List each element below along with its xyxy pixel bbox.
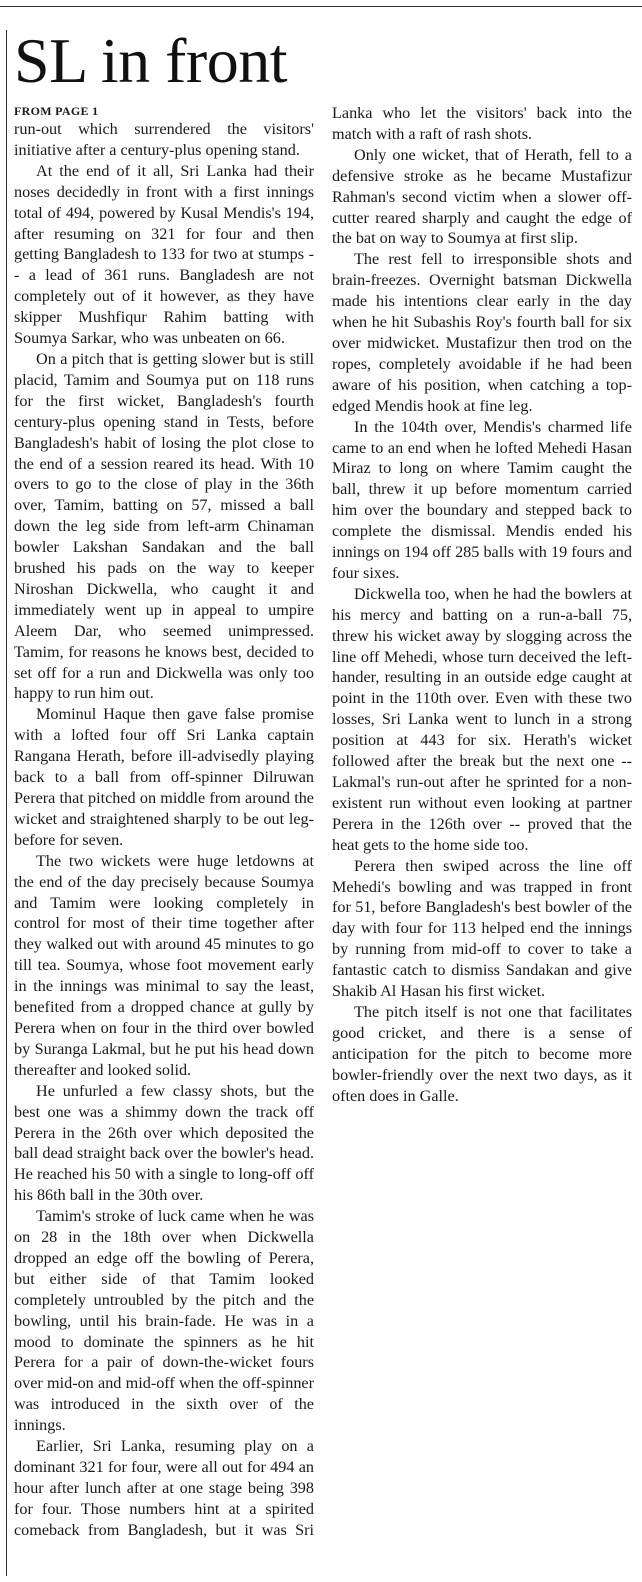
paragraph: He unfurled a few classy shots, but the best one was a shimmy down the track off Perera in the 26th over which deposited the ball dead straight back over the bowler's head. He reached his 50 with a single to long-off off his 86th ball in the 30th over.: [14, 1081, 314, 1205]
paragraph: Dickwella too, when he had the bowlers at his mercy and batting on a run-a-ball 75, threw his wicket away by slogging across the line off Mehedi, whose turn deceived the left-hander, resulting in an outside edge caught at point in the 110th over. Even with these two losses, Sri Lanka went to lunch in a strong position at 443 for six. Herath's wicket followed after the break but the next one -- Lakmal's run-out after he sprinted for a non-existent run without even looking at partner Perera in the 126th over -- proved that the heat gets to the home side too.: [332, 584, 632, 854]
continuation-kicker: FROM PAGE 1: [14, 104, 99, 118]
article-body: [14, 103, 632, 1581]
paragraph: In the 104th over, Mendis's charmed life came to an end when he lofted Mehedi Hasan Miraz to long on where Tamim caught the ball, threw it up before momentum carried him over the boundary and stepped back to complete the dismissal. Mendis ended his innings on 194 off 285 balls with 19 fours and four sixes.: [332, 417, 632, 582]
left-rule: [6, 30, 7, 1576]
paragraph: Earlier, Sri Lanka, resuming play on a dominant 321 for four, were all out for 494 an hour after lunch after at one stage being 398 for four. Those numbers hint at a spirited comeback from Bangladesh, but it was Sri Lanka who let the visitors' back into the match with a raft of rash shots.: [14, 104, 632, 1539]
paragraph: The two wickets were huge letdowns at the end of the day precisely because Soumya and Tamim were looking completely in control for most of their time together after they walked out with around 45 minutes to go till tea. Soumya, whose foot movement early in the innings was minimal to say the least, benefited from a dropped chance at gully by Perera when on four in the third over bowled by Suranga Lakmal, but he put his head down thereafter and looked solid.: [14, 851, 314, 1079]
paragraph: run-out which surrendered the visitors' initiative after a century-plus opening stand.: [14, 120, 314, 159]
paragraph: The pitch itself is not one that facilitates good cricket, and there is a sense of anticipation for the pitch to become more bowler-friendly over the next two days, as it often does in Galle.: [332, 1002, 632, 1105]
paragraph: Perera then swiped across the line off Mehedi's bowling and was trapped in front for 51, before Bangladesh's best bowler of the day with four for 113 helped end the innings by running from mid-off to cover to take a fantastic catch to dismiss Sandakan and give Shakib Al Hasan his first wicket.: [332, 856, 632, 1001]
paragraph: At the end of it all, Sri Lanka had their noses decidedly in front with a first innings total of 494, powered by Kusal Mendis's 194, after resuming on 321 for four and then getting Bangladesh to 133 for two at stumps -- a lead of 361 runs. Bangladesh are not completely out of it however, as they have skipper Mushfiqur Rahim batting with Soumya Sarkar, who was unbeaten on 66.: [14, 161, 314, 348]
top-rule: [0, 6, 642, 7]
paragraph: Tamim's stroke of luck came when he was on 28 in the 18th over when Dickwella dropped an edge off the bowling of Perera, but either side of that Tamim looked completely untroubled by the pitch and the bowling, until his brain-fade. He was in a mood to dominate the spinners as he hit Perera for a pair of down-the-wicket fours over mid-on and mid-off when the off-spinner was introduced in the sixth over of the innings.: [14, 1207, 314, 1435]
headline: SL in front: [14, 25, 287, 96]
paragraph: On a pitch that is getting slower but is still placid, Tamim and Soumya put on 118 runs for the first wicket, Bangladesh's fourth century-plus opening stand in Tests, before Bangladesh's habit of losing the plot close to the end of a session reared its head. With 10 overs to go to the close of play in the 36th over, Tamim, batting on 57, missed a ball down the leg side from left-arm Chinaman bowler Lakshan Sandakan and the ball brushed his pads on the way to keeper Niroshan Dickwella, who caught it and immediately went up in appeal to umpire Aleem Dar, who seemed unimpressed. Tamim, for reasons he knows best, decided to set off for a run and Dickwella was only too happy to run him out.: [14, 349, 314, 703]
paragraph: Mominul Haque then gave false promise with a lofted four off Sri Lanka captain Rangana Herath, before ill-advisedly playing back to a ball from off-spinner Dilruwan Perera that pitched on middle from around the wicket and straightened sharply to be out leg-before for seven.: [14, 705, 314, 849]
paragraph: Only one wicket, that of Herath, fell to a defensive stroke as he became Mustafizur Rahman's second victim when a slower off-cutter reared sharply and caught the edge of the bat on way to Soumya at first slip.: [332, 145, 632, 248]
paragraph: The rest fell to irresponsible shots and brain-freezes. Overnight batsman Dickwella made his intentions clear early in the day when he hit Subashis Roy's fourth ball for six over midwicket. Mustafizur then trod on the ropes, completely avoidable if he had been aware of his position, when catching a top-edged Mendis hook at fine leg.: [332, 250, 632, 415]
